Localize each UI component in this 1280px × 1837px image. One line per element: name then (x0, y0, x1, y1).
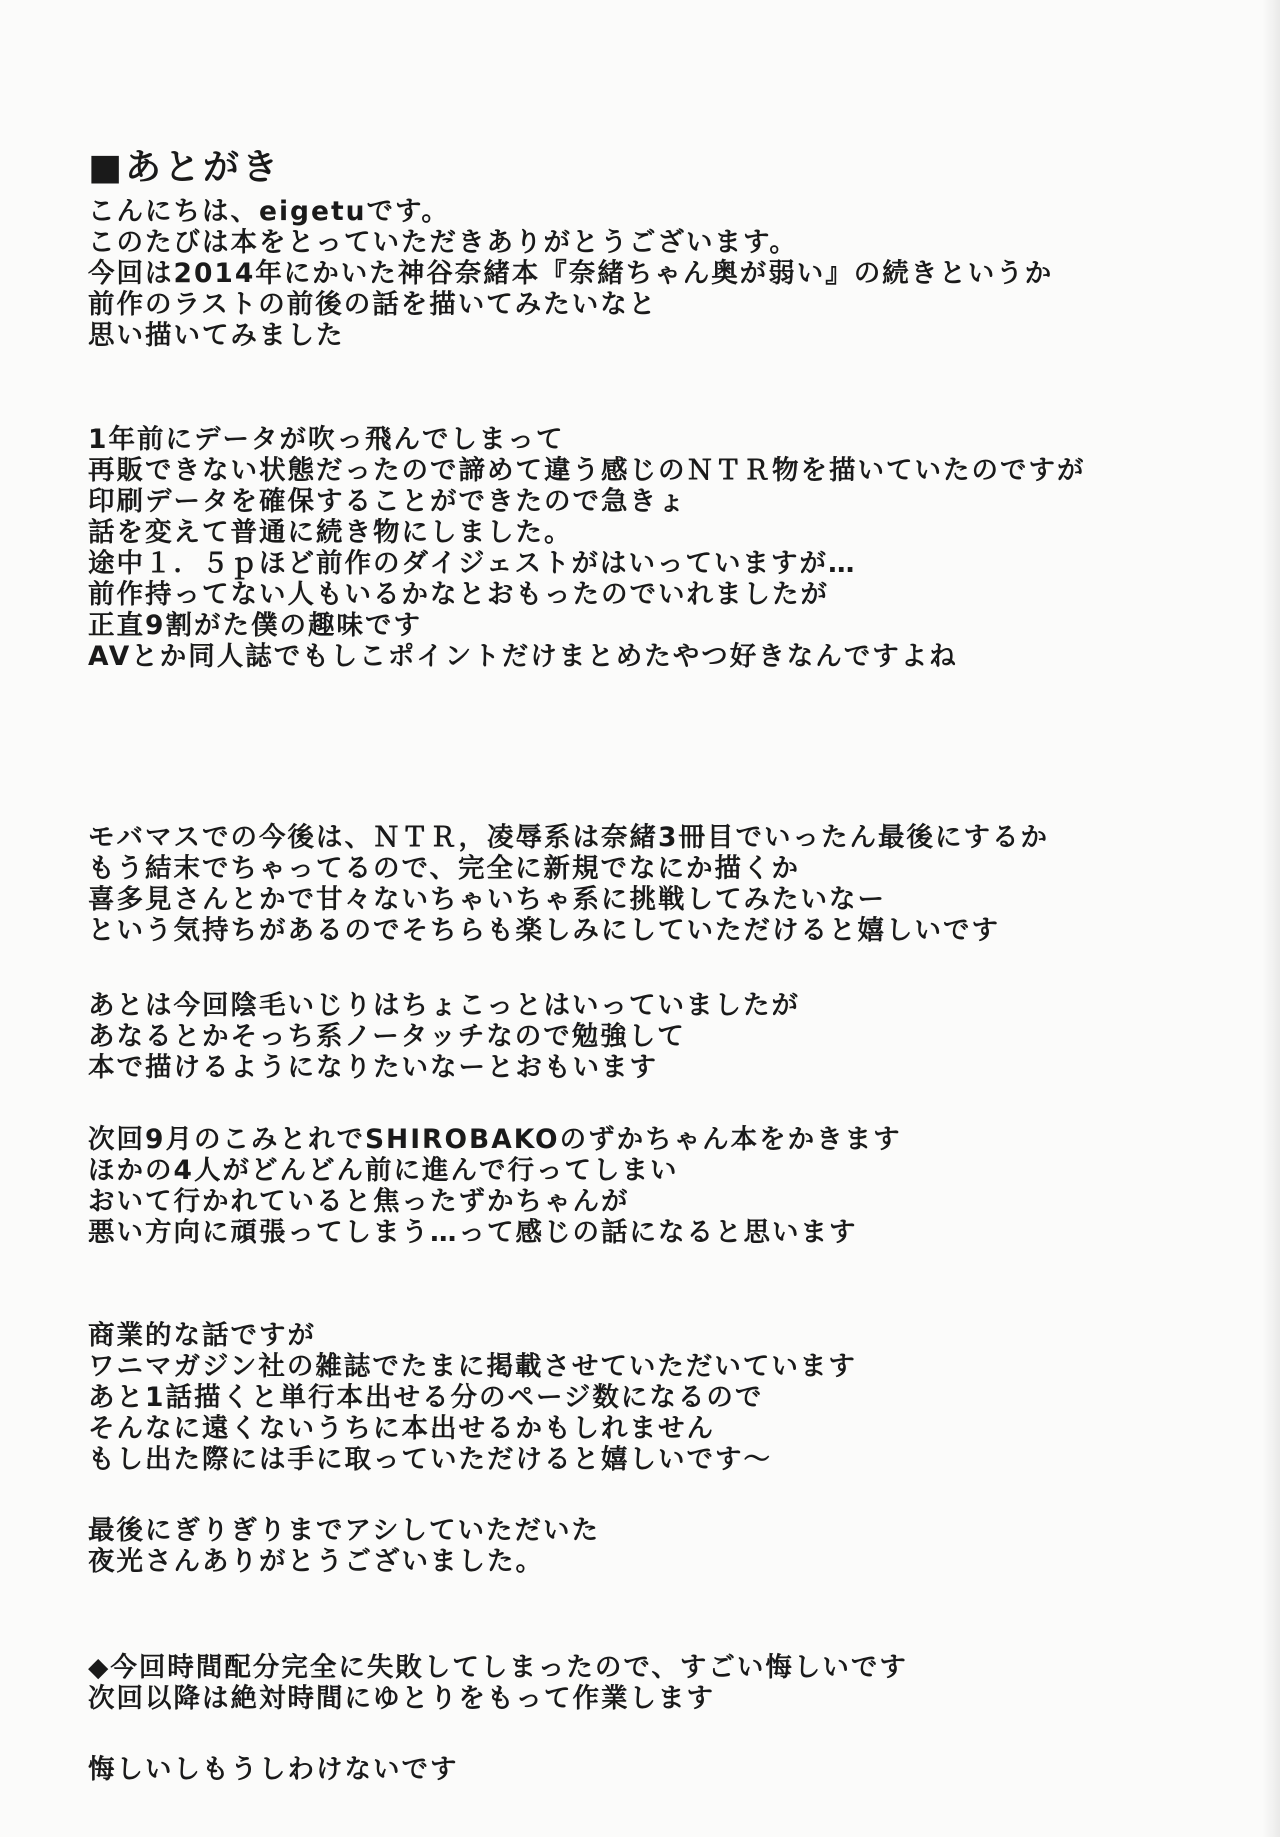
text-line: あなるとかそっち系ノータッチなので勉強して (88, 1021, 686, 1052)
text-line: ワニマガジン社の雑誌でたまに掲載させていただいています (88, 1351, 857, 1382)
text-line: もし出た際には手に取っていただけると嬉しいです～ (88, 1444, 772, 1475)
text-line: 本で描けるようになりたいなーとおもいます (88, 1052, 658, 1083)
text-line: 喜多見さんとかで甘々ないちゃいちゃ系に挑戦してみたいなー (88, 884, 886, 915)
text-line: ほかの4人がどんどん前に進んで行ってしまい (88, 1155, 679, 1186)
text-line: こんにちは、eigetuです。 (88, 196, 450, 227)
text-line: 1年前にデータが吹っ飛んでしまって (88, 424, 565, 455)
text-line: 前作持ってない人もいるかなとおもったのでいれましたが (88, 579, 829, 610)
text-line: 悔しいしもうしわけないです (88, 1754, 459, 1785)
text-line: AVとか同人誌でもしこポイントだけまとめたやつ好きなんですよね (88, 641, 958, 672)
text-line: 印刷データを確保することができたので急きょ (88, 486, 687, 517)
text-line: 思い描いてみました (88, 320, 345, 351)
text-line: モバマスでの今後は、ＮＴＲ，凌辱系は奈緒3冊目でいったん最後にするか (88, 822, 1049, 853)
text-line: 正直9割がた僕の趣味です (88, 610, 422, 641)
page-title: ■あとがき (88, 147, 282, 188)
text-line: 最後にぎりぎりまでアシしていただいた (88, 1515, 600, 1546)
text-line: もう結末でちゃってるので、完全に新規でなにか描くか (88, 853, 800, 884)
text-line: 次回以降は絶対時間にゆとりをもって作業します (88, 1683, 715, 1714)
text-line: 夜光さんありがとうございました。 (88, 1546, 544, 1577)
text-line: 悪い方向に頑張ってしまう…って感じの話になると思います (88, 1217, 858, 1248)
afterword-body (88, 0, 1208, 1837)
text-line: あと1話描くと単行本出せる分のページ数になるので (88, 1382, 764, 1413)
text-line: そんなに遠くないうちに本出せるかもしれません (88, 1413, 715, 1444)
page-edge-shadow (1262, 0, 1280, 1837)
text-line: おいて行かれていると焦ったずかちゃんが (88, 1186, 630, 1217)
text-line: 商業的な話ですが (88, 1320, 316, 1351)
text-line: あとは今回陰毛いじりはちょこっとはいっていましたが (88, 990, 800, 1021)
text-line: 前作のラストの前後の話を描いてみたいなと (88, 289, 658, 320)
text-line: ◆今回時間配分完全に失敗してしまったので、すごい悔しいです (88, 1652, 908, 1683)
text-line: という気持ちがあるのでそちらも楽しみにしていただけると嬉しいです (88, 915, 1000, 946)
text-line: 話を変えて普通に続き物にしました。 (88, 517, 573, 548)
text-line: 途中１．５ｐほど前作のダイジェストがはいっていますが… (88, 548, 857, 579)
text-line: 再販できない状態だったので諦めて違う感じのＮＴＲ物を描いていたのですが (88, 455, 1086, 486)
text-line: 次回9月のこみとれでSHIROBAKOのずかちゃん本をかきます (88, 1124, 902, 1155)
text-line: このたびは本をとっていただきありがとうございます。 (88, 227, 798, 258)
text-line: 今回は2014年にかいた神谷奈緒本『奈緒ちゃん奥が弱い』の続きというか (88, 258, 1054, 289)
